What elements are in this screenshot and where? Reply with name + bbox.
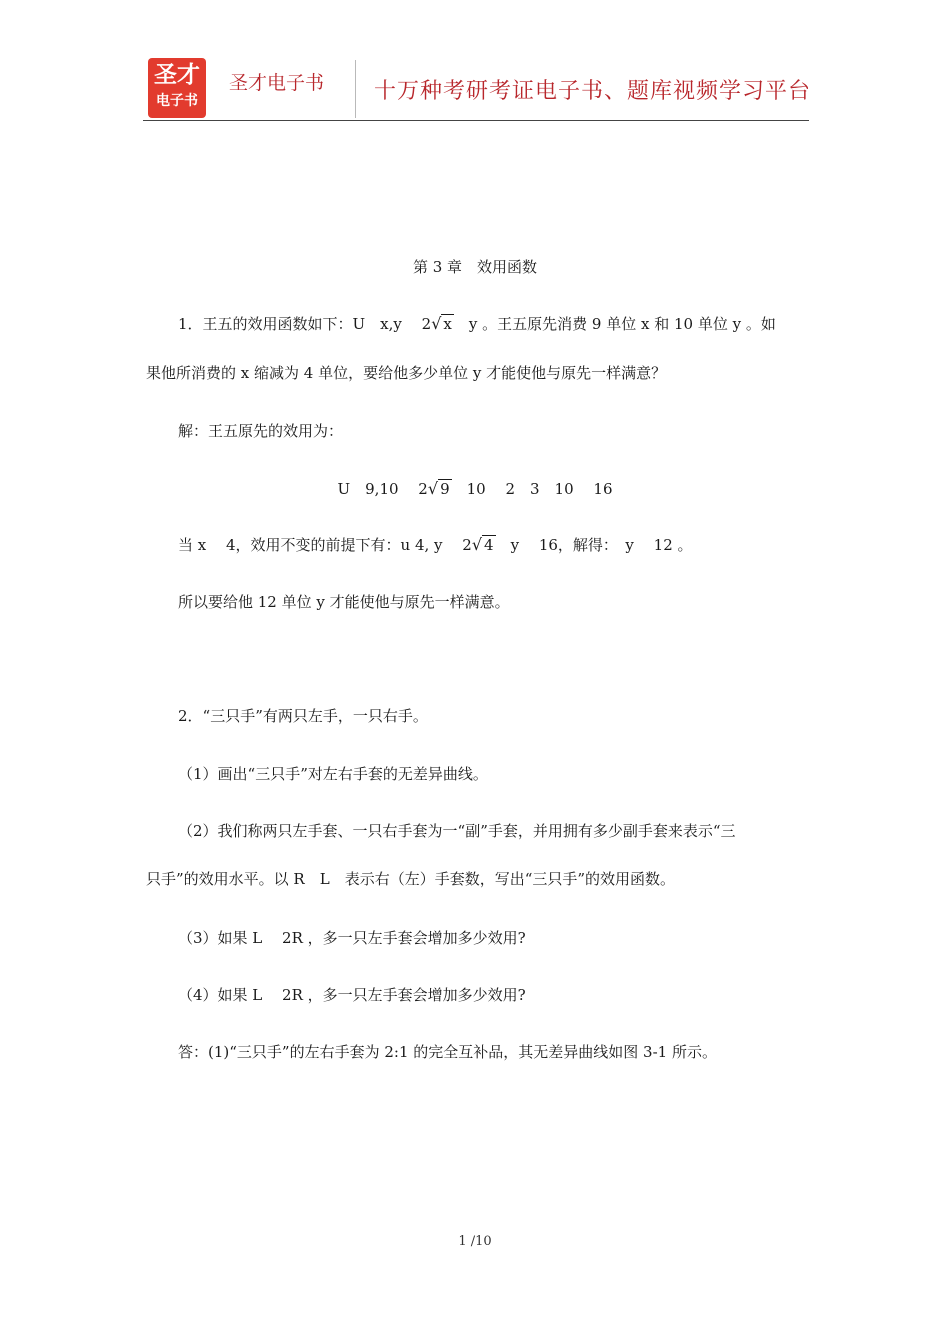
eq-text-b: 10 2 3 10 16 (451, 480, 613, 498)
page-header (0, 0, 950, 122)
q1-line1 (178, 313, 776, 335)
sqrt-x (431, 313, 454, 335)
header-divider (355, 60, 356, 118)
q2-part4: （4）如果 L 2R ，多一只左手套会增加多少效用? (178, 986, 526, 1004)
q2-answer1: 答：(1)“三只手”的左右手套为 2:1 的完全互补品，其无差异曲线如图 3-1 所示。 (178, 1043, 717, 1061)
brand-name: 圣才电子书 (229, 72, 325, 94)
header-rule (143, 120, 809, 121)
q1-step (178, 534, 693, 556)
sqrt-4 (472, 534, 496, 556)
q1-line2: 果他所消费的 x 缩减为 4 单位，要给他多少单位 y 才能使他与原先一样满意？ (146, 364, 667, 382)
shengcai-logo[interactable] (148, 58, 206, 118)
logo-line1: 圣才 (154, 62, 200, 88)
radicand: 9 (440, 480, 450, 498)
q2-part2-line2: 只手”的效用水平。以 R L 表示右（左）手套数，写出“三只手”的效用函数。 (146, 870, 676, 888)
q1-text-a: 1．王五的效用函数如下：U x,y 2 (178, 315, 432, 333)
sqrt-9 (428, 478, 452, 500)
q2-part1: （1）画出“三只手”对左右手套的无差异曲线。 (178, 765, 488, 783)
radical-sign: √ (427, 479, 439, 498)
q1-text-b: y 。王五原先消费 9 单位 x 和 10 单位 y 。如 (453, 315, 776, 333)
page-number: 1 /10 (458, 1234, 492, 1249)
radicand: 4 (484, 536, 494, 554)
q1-conclusion: 所以要给他 12 单位 y 才能使他与原先一样满意。 (178, 593, 510, 611)
radical-sign: √ (431, 314, 442, 333)
q1-solution-label: 解：王五原先的效用为： (178, 422, 344, 440)
logo-line2: 电子书 (156, 93, 198, 109)
chapter-title: 第 3 章 效用函数 (412, 258, 538, 276)
step-text-a: 当 x 4，效用不变的前提下有：u 4, y 2 (178, 536, 472, 554)
eq-text-a: U 9,10 2 (337, 480, 428, 498)
q2-part3: （3）如果 L 2R ，多一只左手套会增加多少效用? (178, 929, 526, 947)
q2-intro: 2．“三只手”有两只左手，一只右手。 (178, 707, 428, 725)
radical-sign: √ (471, 535, 483, 554)
radicand: x (443, 315, 452, 333)
header-slogan: 十万种考研考证电子书、题库视频学习平台 (374, 79, 812, 104)
step-text-b: y 16，解得： y 12 。 (495, 536, 693, 554)
q2-part2-line1: （2）我们称两只左手套、一只右手套为一“副”手套，并用拥有多少副手套来表示“三 (178, 822, 736, 840)
q1-equation (0, 478, 950, 500)
